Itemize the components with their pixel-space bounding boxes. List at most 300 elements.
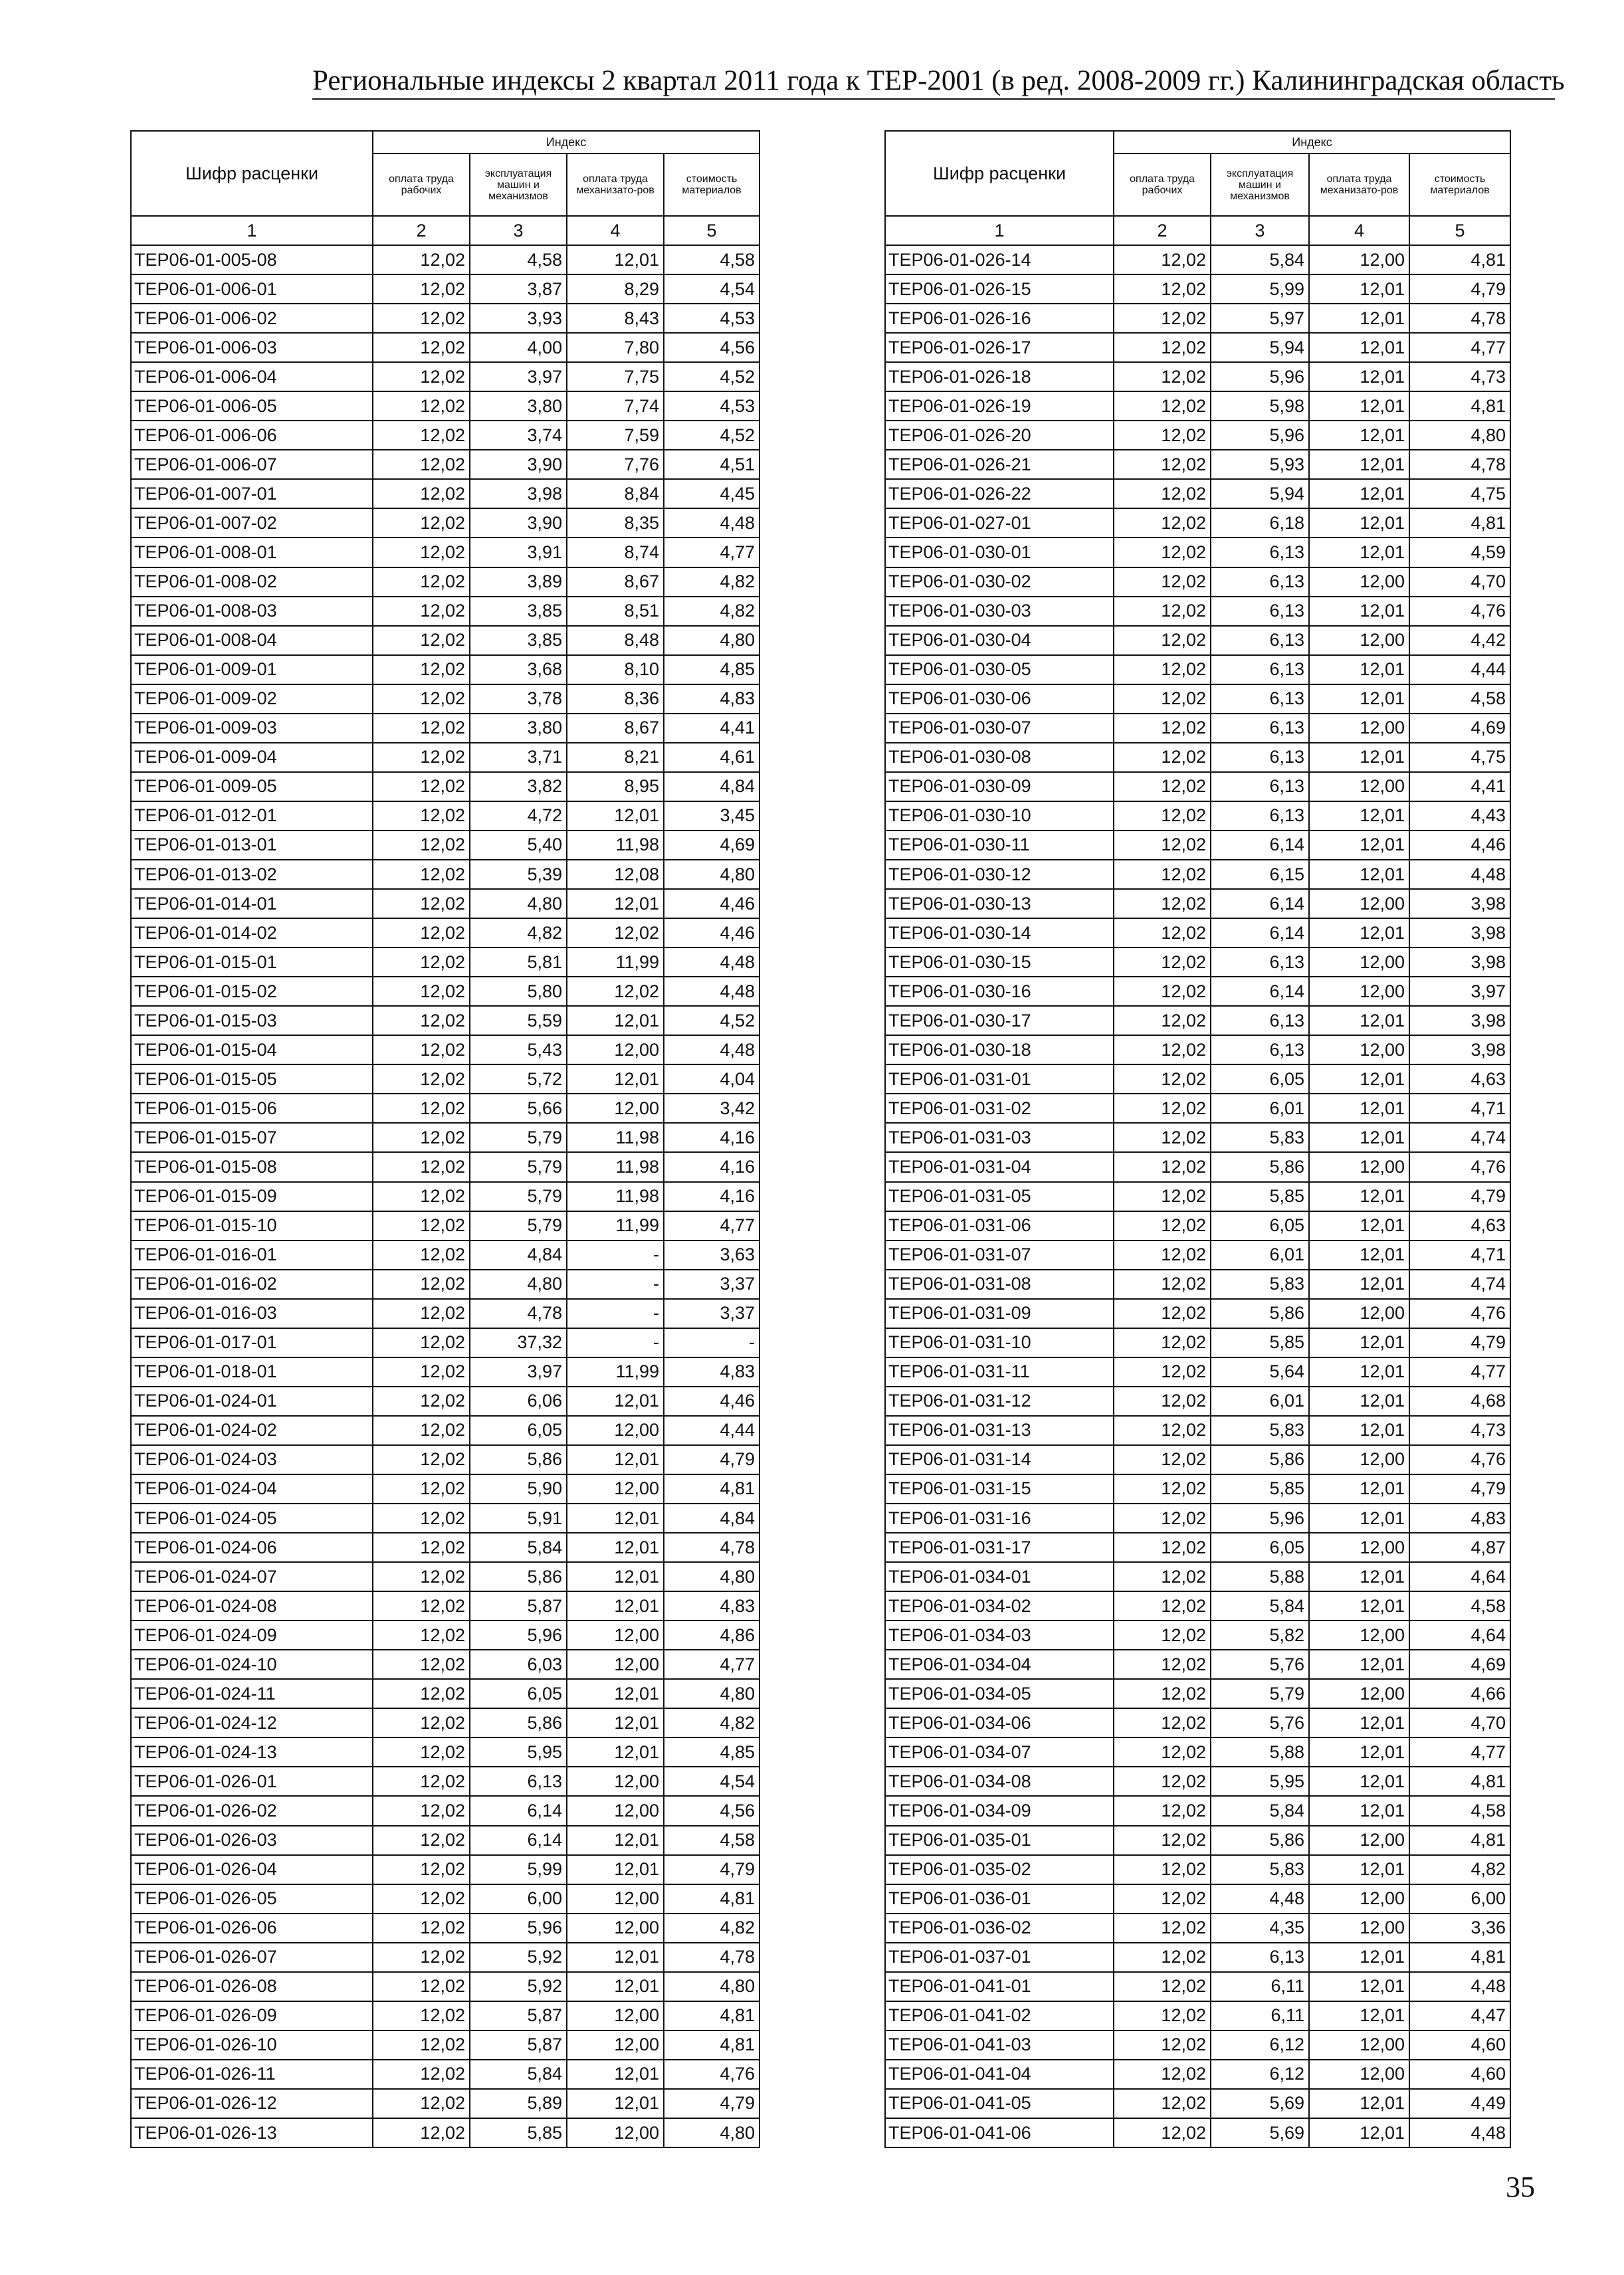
table-row: [885, 1270, 1510, 1299]
table-row: [885, 245, 1510, 274]
cell-code: ТЕР06-01-031-11: [885, 1357, 1114, 1387]
cell-materials: 4,74: [1409, 1270, 1510, 1299]
table-row: [885, 1914, 1510, 1943]
cell-materials: 4,73: [1409, 362, 1510, 391]
cell-materials: 4,70: [1409, 1708, 1510, 1737]
cell-labor: 12,02: [373, 947, 470, 977]
table-row: [131, 1767, 760, 1796]
table-row: [131, 1211, 760, 1240]
cell-materials: 4,59: [1409, 538, 1510, 567]
cell-labor: 12,02: [373, 1855, 470, 1884]
cell-machines: 6,00: [470, 1884, 567, 1914]
header-index-group: Индекс: [373, 131, 760, 153]
cell-machines: 5,96: [1211, 362, 1309, 391]
cell-materials: 4,70: [1409, 567, 1510, 597]
cell-labor: 12,02: [1114, 450, 1211, 479]
table-row: [131, 1387, 760, 1416]
cell-materials: 4,58: [664, 245, 760, 274]
cell-materials: 4,45: [664, 479, 760, 508]
cell-labor: 12,02: [373, 831, 470, 860]
cell-operators: 12,01: [1309, 333, 1409, 362]
cell-machines: 5,84: [470, 2060, 567, 2089]
cell-labor: 12,02: [1114, 977, 1211, 1006]
cell-code: ТЕР06-01-030-16: [885, 977, 1114, 1006]
table-row: [885, 1006, 1510, 1035]
table-row: [131, 1064, 760, 1094]
cell-operators: 8,35: [567, 508, 664, 538]
cell-labor: 12,02: [1114, 1914, 1211, 1943]
cell-materials: 3,36: [1409, 1914, 1510, 1943]
cell-operators: 12,00: [1309, 1533, 1409, 1562]
cell-operators: 12,01: [567, 1708, 664, 1737]
cell-labor: 12,02: [1114, 684, 1211, 714]
cell-operators: 12,00: [1309, 1679, 1409, 1708]
cell-operators: 11,98: [567, 1182, 664, 1211]
cell-machines: 5,88: [1211, 1562, 1309, 1591]
table-row: [131, 684, 760, 714]
cell-code: ТЕР06-01-026-17: [885, 333, 1114, 362]
cell-labor: 12,02: [1114, 1416, 1211, 1445]
cell-materials: 4,78: [664, 1533, 760, 1562]
cell-materials: 3,63: [664, 1240, 760, 1270]
cell-labor: 12,02: [373, 1591, 470, 1621]
cell-operators: 12,01: [1309, 450, 1409, 479]
cell-code: ТЕР06-01-035-01: [885, 1826, 1114, 1855]
table-row: [131, 977, 760, 1006]
cell-labor: 12,02: [1114, 1357, 1211, 1387]
cell-code: ТЕР06-01-006-06: [131, 421, 373, 450]
cell-operators: 12,01: [1309, 1474, 1409, 1504]
cell-code: ТЕР06-01-031-04: [885, 1152, 1114, 1181]
cell-materials: 4,48: [664, 977, 760, 1006]
cell-code: ТЕР06-01-026-06: [131, 1914, 373, 1943]
cell-materials: 4,48: [1409, 1972, 1510, 2001]
cell-operators: 12,01: [567, 1387, 664, 1416]
cell-materials: 4,75: [1409, 479, 1510, 508]
cell-code: ТЕР06-01-034-08: [885, 1767, 1114, 1796]
cell-materials: 4,56: [664, 1796, 760, 1825]
cell-operators: 12,01: [567, 1855, 664, 1884]
cell-code: ТЕР06-01-034-02: [885, 1591, 1114, 1621]
table-row: [131, 1826, 760, 1855]
cell-materials: 4,79: [1409, 1328, 1510, 1357]
cell-materials: 4,85: [664, 655, 760, 684]
cell-labor: 12,02: [1114, 567, 1211, 597]
cell-labor: 12,02: [373, 1211, 470, 1240]
cell-machines: 6,13: [1211, 626, 1309, 655]
cell-machines: 5,81: [470, 947, 567, 977]
cell-code: ТЕР06-01-034-05: [885, 1679, 1114, 1708]
table-row: [131, 597, 760, 626]
cell-operators: 12,01: [1309, 1855, 1409, 1884]
cell-materials: 4,80: [664, 1972, 760, 2001]
cell-materials: 4,42: [1409, 626, 1510, 655]
cell-code: ТЕР06-01-013-01: [131, 831, 373, 860]
cell-labor: 12,02: [373, 1737, 470, 1767]
table-row: [131, 1240, 760, 1270]
cell-machines: 5,86: [1211, 1152, 1309, 1181]
cell-operators: 12,01: [1309, 1387, 1409, 1416]
cell-labor: 12,02: [1114, 508, 1211, 538]
header-col-number: 2: [1114, 216, 1211, 245]
cell-operators: 8,74: [567, 538, 664, 567]
cell-code: ТЕР06-01-024-06: [131, 1533, 373, 1562]
cell-machines: 5,86: [1211, 1445, 1309, 1474]
cell-machines: 4,35: [1211, 1914, 1309, 1943]
cell-materials: 4,68: [1409, 1387, 1510, 1416]
table-row: [131, 831, 760, 860]
cell-labor: 12,02: [373, 508, 470, 538]
cell-labor: 12,02: [373, 1650, 470, 1679]
cell-materials: 4,46: [664, 889, 760, 918]
cell-code: ТЕР06-01-030-12: [885, 860, 1114, 889]
header-materials: стоимость материалов: [1409, 153, 1510, 216]
cell-code: ТЕР06-01-036-01: [885, 1884, 1114, 1914]
cell-operators: 12,01: [1309, 1006, 1409, 1035]
cell-labor: 12,02: [1114, 1094, 1211, 1123]
cell-materials: 4,77: [664, 538, 760, 567]
cell-materials: 4,60: [1409, 2060, 1510, 2089]
cell-materials: 4,64: [1409, 1621, 1510, 1650]
cell-code: ТЕР06-01-024-10: [131, 1650, 373, 1679]
cell-labor: 12,02: [1114, 2030, 1211, 2060]
table-row: [131, 1006, 760, 1035]
cell-labor: 12,02: [373, 274, 470, 304]
cell-code: ТЕР06-01-015-07: [131, 1123, 373, 1152]
table-row: [131, 1533, 760, 1562]
cell-materials: 4,41: [664, 714, 760, 743]
cell-machines: 3,93: [470, 304, 567, 333]
cell-operators: 12,01: [567, 1445, 664, 1474]
cell-operators: 12,01: [567, 245, 664, 274]
cell-machines: 4,80: [470, 889, 567, 918]
table-row: [885, 2089, 1510, 2118]
cell-machines: 6,13: [470, 1767, 567, 1796]
cell-machines: 5,79: [470, 1123, 567, 1152]
cell-machines: 5,84: [1211, 1591, 1309, 1621]
cell-labor: 12,02: [1114, 2060, 1211, 2089]
cell-code: ТЕР06-01-041-01: [885, 1972, 1114, 2001]
cell-machines: 6,12: [1211, 2060, 1309, 2089]
cell-code: ТЕР06-01-030-15: [885, 947, 1114, 977]
cell-operators: 12,01: [1309, 2001, 1409, 2030]
cell-operators: 12,00: [567, 1796, 664, 1825]
cell-labor: 12,02: [373, 1094, 470, 1123]
cell-operators: 12,01: [1309, 1416, 1409, 1445]
cell-operators: 12,01: [1309, 1767, 1409, 1796]
cell-code: ТЕР06-01-024-07: [131, 1562, 373, 1591]
cell-materials: 4,83: [664, 1357, 760, 1387]
cell-materials: 4,82: [1409, 1855, 1510, 1884]
cell-materials: 4,58: [1409, 1796, 1510, 1825]
cell-code: ТЕР06-01-015-09: [131, 1182, 373, 1211]
table-row: [885, 1123, 1510, 1152]
cell-operators: 8,67: [567, 714, 664, 743]
cell-operators: 12,01: [1309, 421, 1409, 450]
cell-materials: 4,56: [664, 333, 760, 362]
cell-materials: 4,66: [1409, 1679, 1510, 1708]
cell-machines: 6,13: [1211, 772, 1309, 801]
cell-operators: 12,00: [567, 2001, 664, 2030]
cell-operators: -: [567, 1299, 664, 1328]
table-row: [131, 1855, 760, 1884]
table-row: [131, 2089, 760, 2118]
cell-operators: 12,00: [1309, 245, 1409, 274]
cell-operators: 12,01: [567, 1006, 664, 1035]
cell-labor: 12,02: [1114, 1972, 1211, 2001]
cell-materials: 4,82: [664, 1708, 760, 1737]
table-row: [131, 2118, 760, 2147]
table-row: [131, 304, 760, 333]
cell-materials: -: [664, 1328, 760, 1357]
cell-code: ТЕР06-01-030-06: [885, 684, 1114, 714]
table-row: [131, 1591, 760, 1621]
cell-code: ТЕР06-01-030-10: [885, 801, 1114, 831]
table-row: [131, 1445, 760, 1474]
table-row: [885, 801, 1510, 831]
cell-code: ТЕР06-01-030-07: [885, 714, 1114, 743]
table-row: [885, 1943, 1510, 1972]
cell-machines: 5,89: [470, 2089, 567, 2118]
cell-labor: 12,02: [373, 450, 470, 479]
cell-operators: 12,00: [1309, 772, 1409, 801]
cell-materials: 4,46: [664, 1387, 760, 1416]
cell-labor: 12,02: [1114, 947, 1211, 977]
header-machines: эксплуатация машин и механизмов: [470, 153, 567, 216]
cell-machines: 6,12: [1211, 2030, 1309, 2060]
cell-machines: 5,88: [1211, 1737, 1309, 1767]
cell-machines: 5,96: [470, 1914, 567, 1943]
cell-code: ТЕР06-01-034-09: [885, 1796, 1114, 1825]
header-operators: оплата труда механизато-ров: [1309, 153, 1409, 216]
table-row: [131, 1708, 760, 1737]
cell-materials: 4,80: [664, 626, 760, 655]
cell-code: ТЕР06-01-030-04: [885, 626, 1114, 655]
cell-materials: 4,16: [664, 1152, 760, 1181]
cell-code: ТЕР06-01-007-02: [131, 508, 373, 538]
cell-labor: 12,02: [1114, 1943, 1211, 1972]
cell-labor: 12,02: [1114, 1796, 1211, 1825]
cell-operators: 7,75: [567, 362, 664, 391]
cell-machines: 5,85: [470, 2118, 567, 2147]
cell-labor: 12,02: [373, 1123, 470, 1152]
cell-operators: 12,01: [1309, 2118, 1409, 2147]
cell-labor: 12,02: [1114, 245, 1211, 274]
cell-labor: 12,02: [1114, 1387, 1211, 1416]
cell-materials: 4,77: [1409, 1357, 1510, 1387]
cell-operators: 12,02: [567, 977, 664, 1006]
cell-operators: 12,00: [1309, 2060, 1409, 2089]
cell-labor: 12,02: [1114, 1123, 1211, 1152]
cell-code: ТЕР06-01-031-12: [885, 1387, 1114, 1416]
cell-operators: 11,98: [567, 1123, 664, 1152]
cell-labor: 12,02: [1114, 1767, 1211, 1796]
cell-code: ТЕР06-01-026-18: [885, 362, 1114, 391]
cell-code: ТЕР06-01-041-02: [885, 2001, 1114, 2030]
cell-labor: 12,02: [373, 362, 470, 391]
cell-machines: 5,94: [1211, 333, 1309, 362]
cell-code: ТЕР06-01-026-13: [131, 2118, 373, 2147]
header-col-number: 3: [1211, 216, 1309, 245]
table-row: [885, 597, 1510, 626]
cell-machines: 5,69: [1211, 2089, 1309, 2118]
header-col-number: 5: [1409, 216, 1510, 245]
table-row: [885, 684, 1510, 714]
cell-code: ТЕР06-01-026-02: [131, 1796, 373, 1825]
table-row: [885, 1094, 1510, 1123]
cell-materials: 4,44: [664, 1416, 760, 1445]
table-row: [885, 479, 1510, 508]
table-row: [131, 1504, 760, 1533]
cell-labor: 12,02: [373, 743, 470, 772]
cell-operators: 12,01: [1309, 1504, 1409, 1533]
cell-machines: 4,82: [470, 918, 567, 947]
header-col-number: 4: [1309, 216, 1409, 245]
table-row: [131, 1562, 760, 1591]
table-row: [131, 1270, 760, 1299]
cell-code: ТЕР06-01-015-10: [131, 1211, 373, 1240]
cell-materials: 4,83: [1409, 1504, 1510, 1533]
table-row: [885, 2118, 1510, 2147]
cell-labor: 12,02: [373, 626, 470, 655]
cell-materials: 4,58: [1409, 1591, 1510, 1621]
cell-materials: 4,79: [664, 1445, 760, 1474]
cell-labor: 12,02: [1114, 1006, 1211, 1035]
cell-materials: 4,80: [664, 1562, 760, 1591]
cell-operators: 12,01: [567, 1504, 664, 1533]
cell-code: ТЕР06-01-015-06: [131, 1094, 373, 1123]
cell-materials: 3,97: [1409, 977, 1510, 1006]
cell-operators: 12,02: [567, 918, 664, 947]
table-row: [885, 1972, 1510, 2001]
cell-labor: 12,02: [373, 655, 470, 684]
cell-labor: 12,02: [1114, 391, 1211, 421]
cell-labor: 12,02: [1114, 655, 1211, 684]
table-row: [885, 626, 1510, 655]
table-row: [885, 1387, 1510, 1416]
cell-materials: 4,43: [1409, 801, 1510, 831]
cell-operators: 12,01: [1309, 1591, 1409, 1621]
cell-labor: 12,02: [373, 1445, 470, 1474]
cell-labor: 12,02: [373, 1826, 470, 1855]
cell-labor: 12,02: [373, 245, 470, 274]
cell-machines: 6,13: [1211, 714, 1309, 743]
cell-code: ТЕР06-01-026-10: [131, 2030, 373, 2060]
cell-operators: 12,01: [567, 1972, 664, 2001]
cell-machines: 5,59: [470, 1006, 567, 1035]
cell-machines: 3,74: [470, 421, 567, 450]
cell-materials: 4,71: [1409, 1240, 1510, 1270]
cell-operators: 12,01: [1309, 831, 1409, 860]
table-row: [885, 714, 1510, 743]
cell-labor: 12,02: [1114, 304, 1211, 333]
table-row: [131, 2030, 760, 2060]
cell-machines: 5,69: [1211, 2118, 1309, 2147]
cell-operators: 12,00: [567, 1416, 664, 1445]
table-row: [885, 1708, 1510, 1737]
cell-labor: 12,02: [373, 1679, 470, 1708]
cell-machines: 5,96: [1211, 421, 1309, 450]
cell-machines: 37,32: [470, 1328, 567, 1357]
cell-machines: 5,84: [1211, 1796, 1309, 1825]
cell-labor: 12,02: [373, 1621, 470, 1650]
cell-materials: 4,53: [664, 391, 760, 421]
table-row: [885, 1679, 1510, 1708]
header-labor: оплата труда рабочих: [373, 153, 470, 216]
cell-labor: 12,02: [373, 1943, 470, 1972]
cell-materials: 4,54: [664, 1767, 760, 1796]
table-row: [885, 567, 1510, 597]
cell-machines: 5,76: [1211, 1650, 1309, 1679]
cell-code: ТЕР06-01-015-01: [131, 947, 373, 977]
table-row: [885, 1591, 1510, 1621]
cell-operators: 12,00: [1309, 977, 1409, 1006]
cell-machines: 3,82: [470, 772, 567, 801]
cell-materials: 4,83: [664, 684, 760, 714]
cell-operators: 12,01: [1309, 1211, 1409, 1240]
table-row: [131, 2001, 760, 2030]
cell-operators: 8,95: [567, 772, 664, 801]
header-machines: эксплуатация машин и механизмов: [1211, 153, 1309, 216]
cell-code: ТЕР06-01-026-19: [885, 391, 1114, 421]
cell-operators: 12,01: [1309, 597, 1409, 626]
cell-materials: 4,80: [664, 860, 760, 889]
cell-operators: 12,00: [1309, 1621, 1409, 1650]
table-row: [131, 1328, 760, 1357]
cell-code: ТЕР06-01-026-04: [131, 1855, 373, 1884]
cell-code: ТЕР06-01-026-15: [885, 274, 1114, 304]
cell-materials: 4,58: [664, 1826, 760, 1855]
table-row: [885, 1152, 1510, 1181]
table-row: [131, 508, 760, 538]
cell-code: ТЕР06-01-026-22: [885, 479, 1114, 508]
cell-machines: 6,18: [1211, 508, 1309, 538]
table-row: [885, 538, 1510, 567]
cell-operators: 12,01: [1309, 508, 1409, 538]
cell-machines: 5,43: [470, 1035, 567, 1064]
cell-operators: 12,00: [567, 1650, 664, 1679]
table-row: [885, 362, 1510, 391]
table-row: [885, 655, 1510, 684]
cell-materials: 4,81: [1409, 245, 1510, 274]
cell-code: ТЕР06-01-009-02: [131, 684, 373, 714]
cell-code: ТЕР06-01-008-02: [131, 567, 373, 597]
cell-materials: 4,78: [664, 1943, 760, 1972]
cell-machines: 5,92: [470, 1972, 567, 2001]
cell-labor: 12,02: [1114, 2001, 1211, 2030]
cell-labor: 12,02: [373, 1182, 470, 1211]
cell-labor: 12,02: [1114, 1737, 1211, 1767]
cell-machines: 5,87: [470, 2001, 567, 2030]
cell-labor: 12,02: [1114, 626, 1211, 655]
table-row: [131, 1943, 760, 1972]
table-row: [131, 274, 760, 304]
table-row: [131, 362, 760, 391]
cell-machines: 6,03: [470, 1650, 567, 1679]
cell-machines: 4,80: [470, 1270, 567, 1299]
cell-materials: 4,46: [1409, 831, 1510, 860]
cell-labor: 12,02: [373, 421, 470, 450]
cell-code: ТЕР06-01-017-01: [131, 1328, 373, 1357]
cell-code: ТЕР06-01-009-05: [131, 772, 373, 801]
cell-materials: 4,54: [664, 274, 760, 304]
cell-materials: 4,04: [664, 1064, 760, 1094]
cell-materials: 4,80: [1409, 421, 1510, 450]
cell-code: ТЕР06-01-015-05: [131, 1064, 373, 1094]
cell-operators: 12,01: [1309, 918, 1409, 947]
header-code: Шифр расценки: [885, 131, 1114, 216]
cell-machines: 5,40: [470, 831, 567, 860]
